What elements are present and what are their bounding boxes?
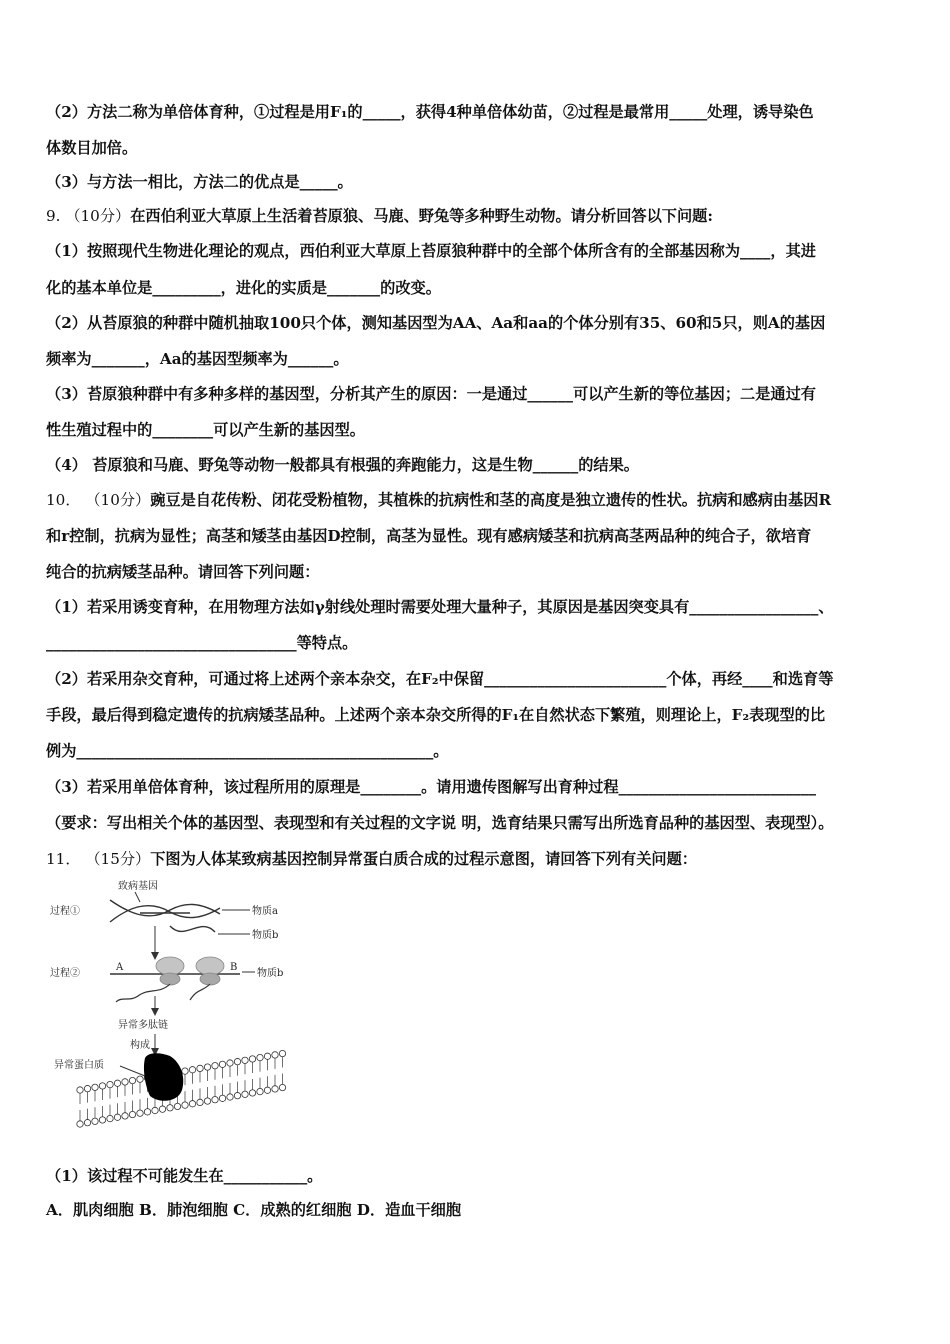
line-text: A．肌肉细胞 B．肺泡细胞 C．成熟的红细胞 D．造血干细胞 bbox=[46, 1201, 462, 1219]
line-text: （3）苔原狼种群中有多种多样的基因型，分析其产生的原因：一是通过______可以产生新的等位基因；二是通过有 bbox=[46, 385, 816, 403]
line-text: 频率为_______，Aa的基因型频率为______。 bbox=[46, 350, 349, 368]
text-line bbox=[46, 172, 353, 192]
text-line bbox=[46, 349, 349, 369]
line-text: 例为_______________________________________________。 bbox=[46, 742, 449, 760]
text-line bbox=[46, 490, 831, 510]
line-text: （3）与方法一相比，方法二的优点是_____。 bbox=[46, 173, 353, 191]
question-number: 9. bbox=[46, 207, 61, 225]
text-line bbox=[46, 102, 814, 122]
line-text: _________________________________等特点。 bbox=[46, 634, 358, 652]
question-number: 10． bbox=[46, 491, 81, 509]
text-line bbox=[46, 206, 713, 226]
text-line bbox=[46, 138, 137, 158]
label-a: A bbox=[116, 962, 124, 973]
text-line bbox=[46, 669, 833, 689]
ribosome-large-1 bbox=[156, 957, 184, 975]
line-text: （2）从苔原狼的种群中随机抽取100只个体，测知基因型为AA、Aa和aa的个体分别有35、60和5只，则A的基因 bbox=[46, 314, 826, 332]
gene-label: 致病基因 bbox=[118, 881, 158, 892]
line-text: 化的基本单位是_________，进化的实质是_______的改变。 bbox=[46, 279, 441, 297]
protein-label: 异常蛋白质 bbox=[54, 1060, 104, 1071]
text-line bbox=[46, 597, 834, 617]
constitute-label: 构成 bbox=[130, 1040, 150, 1051]
line-text: （要求：写出相关个体的基因型、表现型和有关过程的文字说 明，选育结果只需写出所选育品种的基因型、表现型）。 bbox=[46, 814, 834, 832]
process2-label: 过程② bbox=[50, 968, 80, 979]
text-line bbox=[46, 384, 816, 404]
line-text: 手段，最后得到稳定遗传的抗病矮茎品种。上述两个亲本杂交所得的F₁在自然状态下繁殖，则理论上，F₂表现型的比 bbox=[46, 706, 826, 724]
peptide-label: 异常多肽链 bbox=[118, 1020, 168, 1031]
text-line bbox=[46, 633, 357, 653]
gene-expression-diagram bbox=[50, 876, 310, 1144]
text-line bbox=[46, 741, 448, 761]
text-line bbox=[46, 313, 825, 333]
line-text: 下图为人体某致病基因控制异常蛋白质合成的过程示意图，请回答下列有关问题： bbox=[150, 850, 697, 868]
ribosome-large-2 bbox=[196, 957, 224, 975]
text-line bbox=[46, 705, 825, 725]
text-line bbox=[46, 777, 816, 797]
line-text: 和r控制，抗病为显性；高茎和矮茎由基因D控制，高茎为显性。现有感病矮茎和抗病高茎两品种的纯合子，欲培育 bbox=[46, 527, 812, 545]
text-line bbox=[46, 849, 697, 869]
text-line bbox=[46, 455, 639, 475]
question-score: （10分） bbox=[85, 491, 151, 509]
text-line bbox=[46, 420, 365, 440]
line-text: （3）若采用单倍体育种，该过程所用的原理是________。请用遗传图解写出育种过程__________________________ bbox=[46, 778, 816, 796]
substance-b-label-2: 物质b bbox=[257, 968, 284, 979]
question-score: （10分） bbox=[65, 207, 131, 225]
question-score: （15分） bbox=[85, 850, 151, 868]
line-text: 豌豆是自花传粉、闭花受粉植物，其植株的抗病性和茎的高度是独立遗传的性状。抗病和感病由基因R bbox=[150, 491, 832, 509]
line-text: （1）若采用诱变育种，在用物理方法如γ射线处理时需要处理大量种子，其原因是基因突变具有_________________、 bbox=[46, 598, 834, 616]
line-text: 纯合的抗病矮茎品种。请回答下列问题： bbox=[46, 563, 320, 581]
line-text: （2）方法二称为单倍体育种，①过程是用F₁的_____，获得4种单倍体幼苗，②过程是最常用_____处理，诱导染色 bbox=[46, 103, 814, 121]
substance-a-label: 物质a bbox=[252, 906, 278, 917]
substance-b-label-1: 物质b bbox=[252, 930, 279, 941]
line-text: 在西伯利亚大草原上生活着苔原狼、马鹿、野兔等多种野生动物。请分析回答以下问题: bbox=[130, 207, 713, 225]
text-line bbox=[46, 526, 811, 546]
line-text: 性生殖过程中的________可以产生新的基因型。 bbox=[46, 421, 365, 439]
text-line bbox=[46, 562, 319, 582]
process1-label: 过程① bbox=[50, 906, 80, 917]
line-text: （1）该过程不可能发生在___________。 bbox=[46, 1167, 323, 1185]
text-line bbox=[46, 1200, 461, 1220]
text-line bbox=[46, 1166, 322, 1186]
text-line bbox=[46, 241, 816, 261]
label-b: B bbox=[230, 962, 238, 973]
line-text: （4） 苔原狼和马鹿、野兔等动物一般都具有根强的奔跑能力，这是生物______的结果。 bbox=[46, 456, 639, 474]
question-number: 11． bbox=[46, 850, 81, 868]
text-line bbox=[46, 813, 833, 833]
line-text: 体数目加倍。 bbox=[46, 139, 138, 157]
text-line bbox=[46, 278, 441, 298]
line-text: （2）若采用杂交育种，可通过将上述两个亲本杂交，在F₂中保留________________________个体，再经____和选育等 bbox=[46, 670, 834, 688]
line-text: （1）按照现代生物进化理论的观点，西伯利亚大草原上苔原狼种群中的全部个体所含有的全部基因称为____，其进 bbox=[46, 242, 816, 260]
abnormal-protein bbox=[144, 1053, 183, 1101]
